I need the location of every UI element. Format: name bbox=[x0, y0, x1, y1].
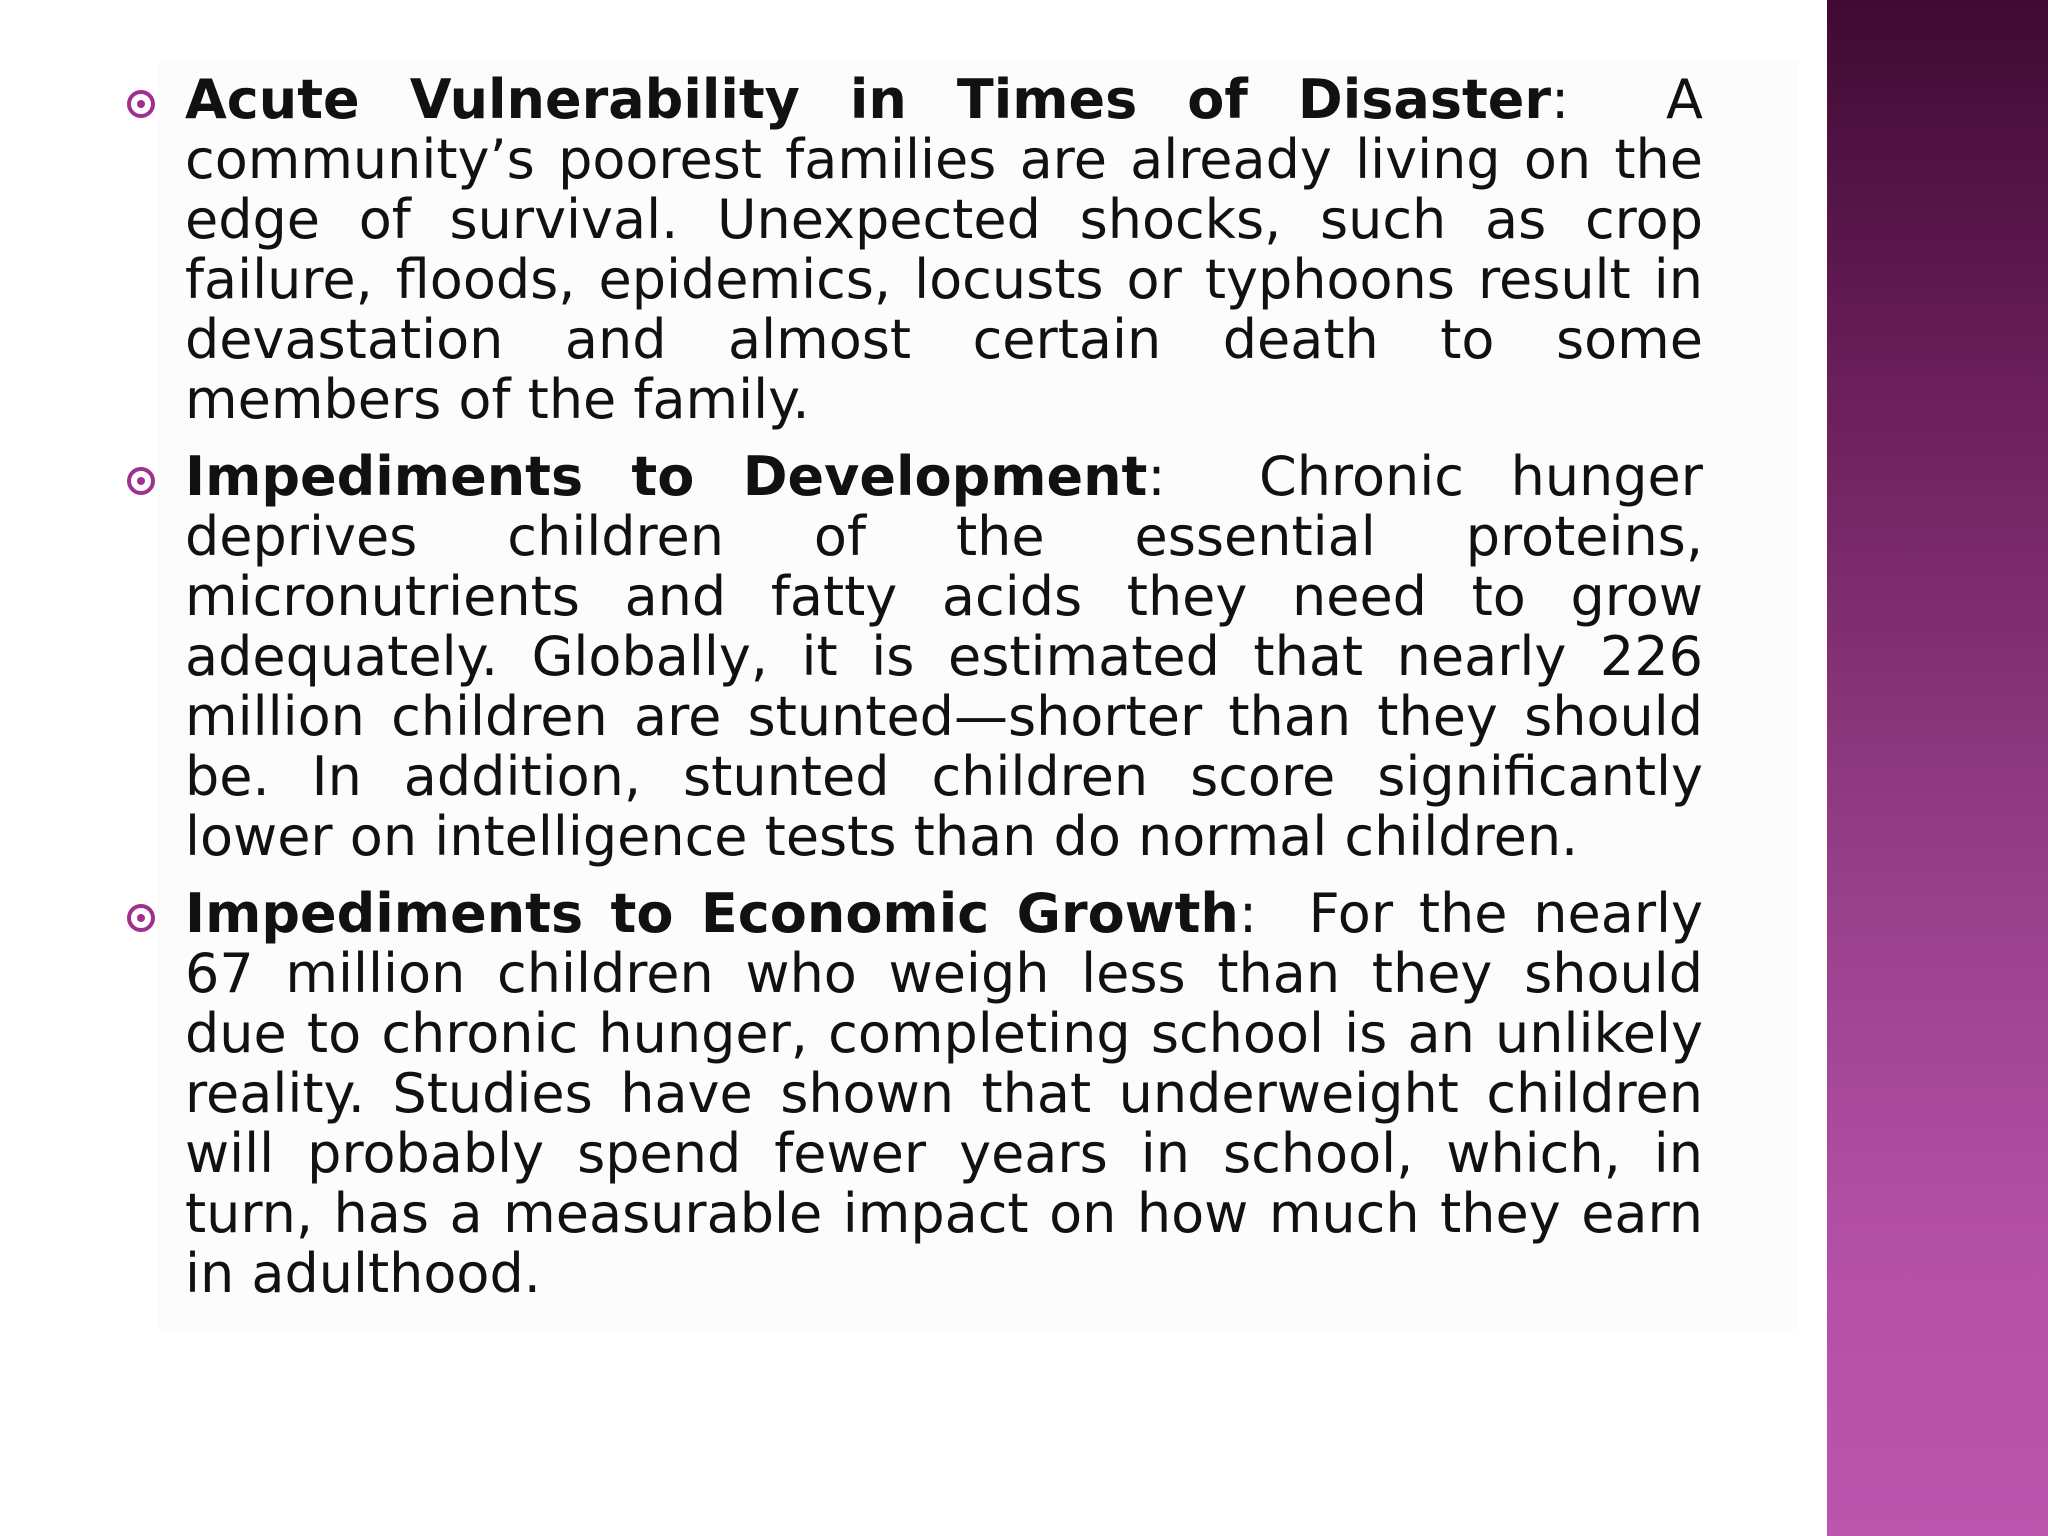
bullet-separator: : bbox=[1238, 882, 1309, 945]
decorative-sidebar bbox=[1827, 0, 2048, 1536]
bullet-paragraph bbox=[185, 884, 1703, 1304]
bullet-body: A community’s poorest families are already living on the edge of survival. Unexpected shocks, such as crop failure, floods, epidemics, locusts or typhoons result in devastation and almost certain death to some members of the family. bbox=[185, 68, 1703, 431]
bullet-separator: : bbox=[1147, 445, 1259, 508]
bullet-item-development bbox=[118, 447, 1703, 867]
bullet-item-economic-growth bbox=[118, 884, 1703, 1304]
bullet-item-disaster-vulnerability bbox=[118, 70, 1703, 430]
bullet-list bbox=[118, 70, 1703, 1321]
circle-bullet-icon bbox=[127, 467, 155, 495]
bullet-paragraph bbox=[185, 447, 1703, 867]
bullet-body: For the nearly 67 million children who weigh less than they should due to chronic hunger, completing school is an unlikely reality. Studies have shown that underweight children will probably spend fewer years in school, which, in turn, has a measurable impact on how much they earn in adulthood. bbox=[185, 882, 1703, 1305]
bullet-body: Chronic hunger deprives children of the essential proteins, micronutrients and fatty acids they need to grow adequately. Globally, it is estimated that nearly 226 million children are stunted—shorter than they should be. In addition, stunted children score significantly lower on intelligence tests than do normal children. bbox=[185, 445, 1703, 868]
bullet-heading: Impediments to Development bbox=[185, 445, 1148, 508]
circle-bullet-icon bbox=[127, 90, 155, 118]
bullet-heading: Acute Vulnerability in Times of Disaster bbox=[185, 68, 1552, 131]
circle-bullet-icon bbox=[127, 904, 155, 932]
bullet-heading: Impediments to Economic Growth bbox=[185, 882, 1239, 945]
bullet-separator: : bbox=[1551, 68, 1667, 131]
bullet-paragraph bbox=[185, 70, 1703, 430]
